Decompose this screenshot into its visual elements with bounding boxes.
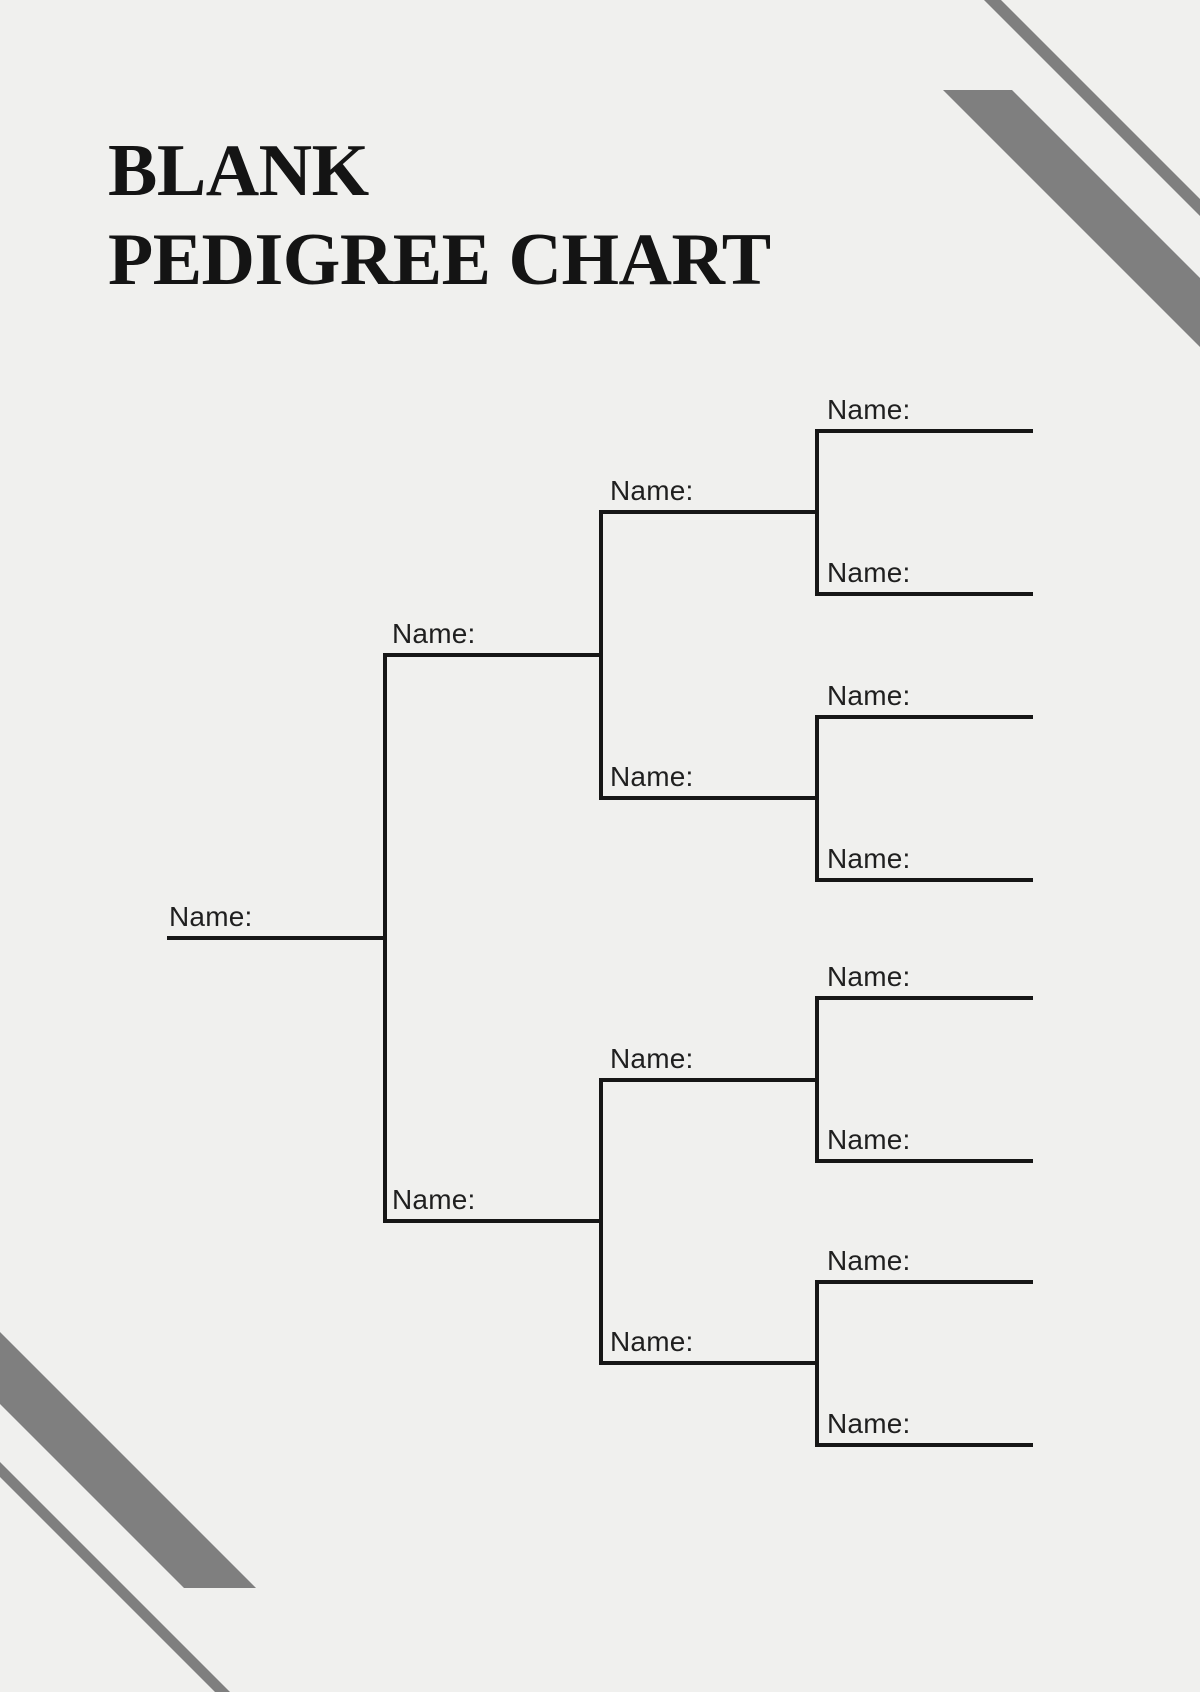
name-field-g2-2: Name:: [392, 1184, 476, 1215]
gen3-bracket-2: [601, 1080, 817, 1363]
name-field-g4-6: Name:: [827, 1124, 911, 1155]
name-field-g4-7: Name:: [827, 1245, 911, 1276]
name-field-g2-1: Name:: [392, 618, 476, 649]
page-title-line-1: BLANK: [108, 130, 369, 212]
gen3-bracket-1: [601, 512, 817, 798]
name-field-g3-1: Name:: [610, 475, 694, 506]
name-field-g1-1: Name:: [169, 901, 253, 932]
name-field-g3-2: Name:: [610, 761, 694, 792]
name-field-g4-5: Name:: [827, 961, 911, 992]
stripe-top-right-thick: [943, 90, 1200, 347]
page-title-line-2: PEDIGREE CHART: [108, 219, 771, 301]
gen2-bracket: [385, 655, 601, 1221]
page-title: [108, 127, 771, 305]
name-field-g4-3: Name:: [827, 680, 911, 711]
name-field-g4-2: Name:: [827, 557, 911, 588]
name-field-g4-4: Name:: [827, 843, 911, 874]
name-field-g3-4: Name:: [610, 1326, 694, 1357]
name-field-g4-8: Name:: [827, 1408, 911, 1439]
stripe-bottom-left-thick: [0, 1332, 256, 1588]
name-field-g4-1: Name:: [827, 394, 911, 425]
name-field-g3-3: Name:: [610, 1043, 694, 1074]
